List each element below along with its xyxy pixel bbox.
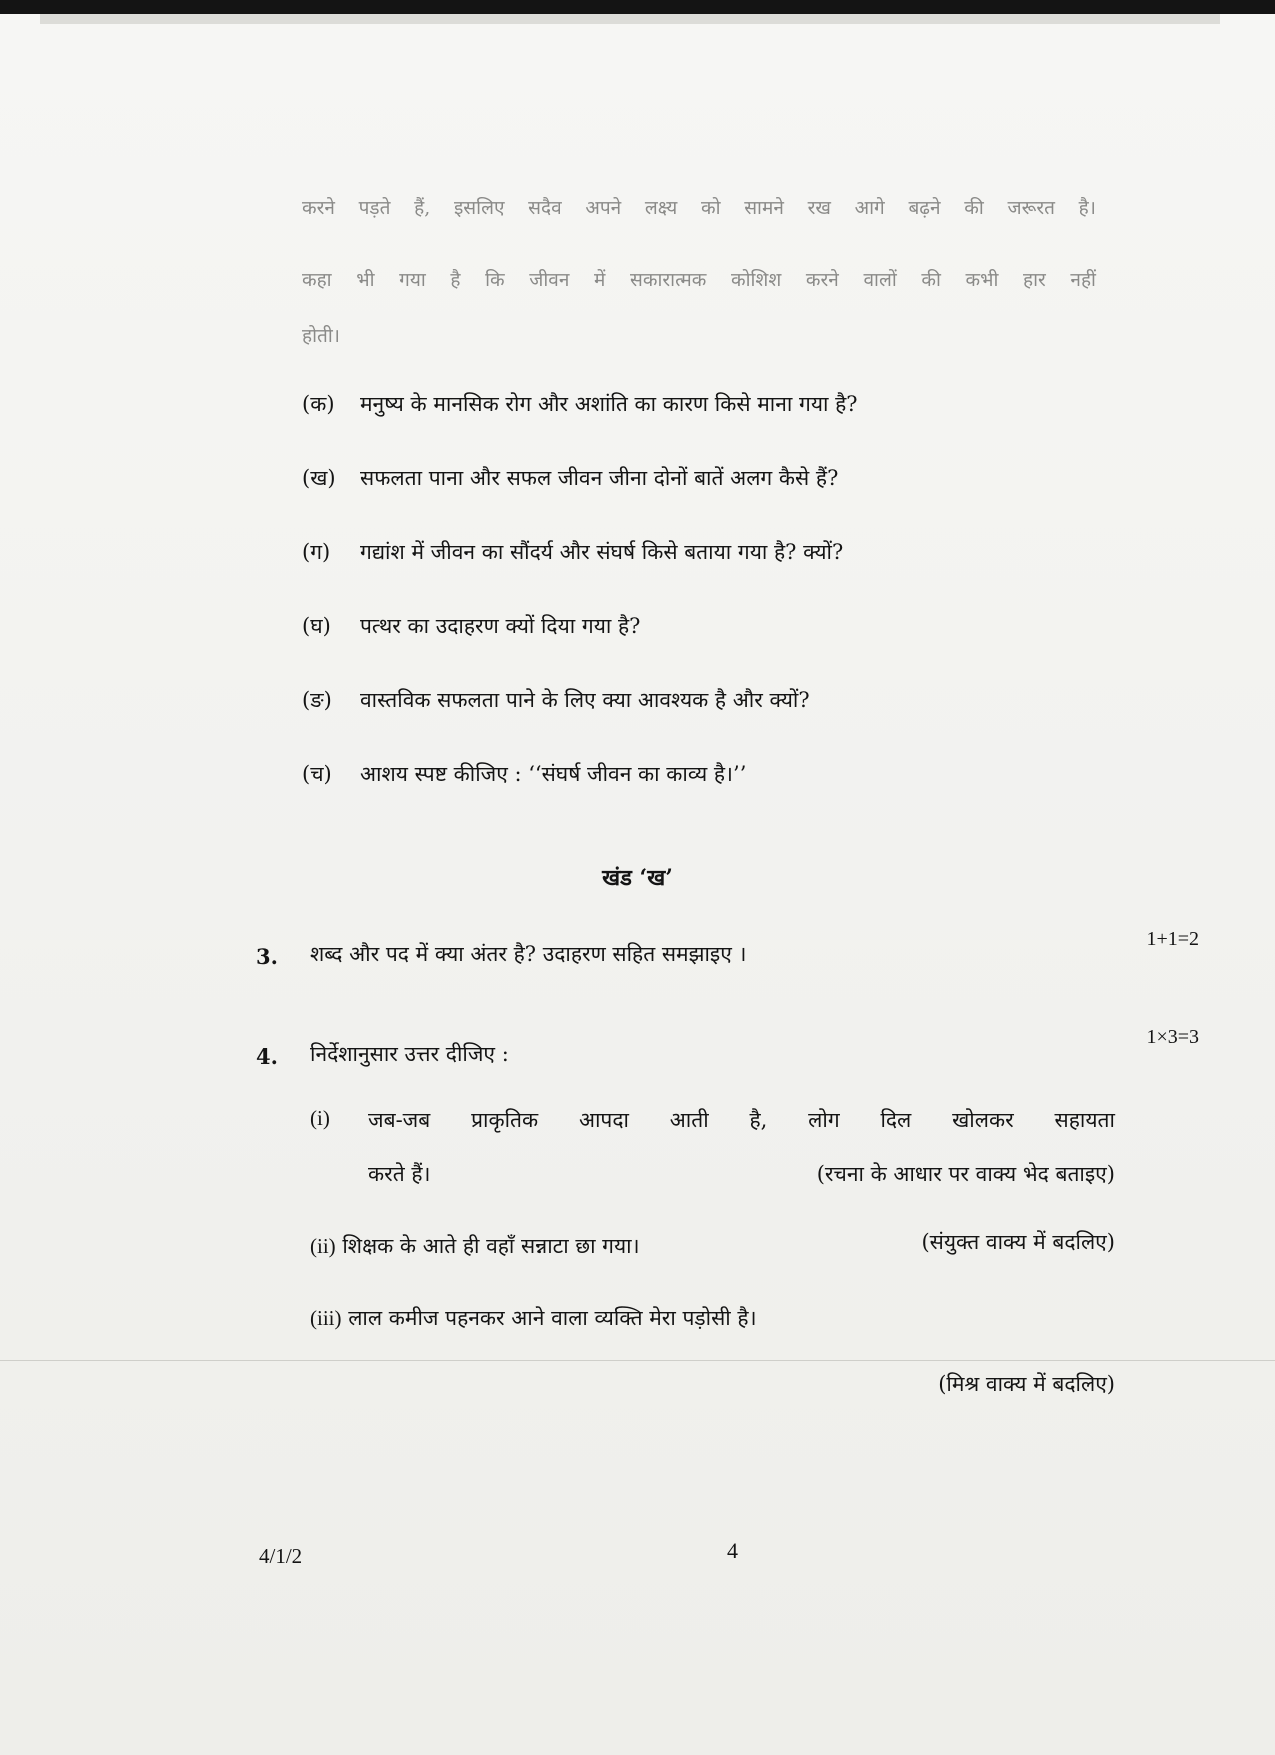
item-i-word: प्राकृतिक (471, 1108, 539, 1132)
paper-code: 4/1/2 (259, 1544, 303, 1568)
item-i-word: खोलकर (952, 1108, 1014, 1132)
passage-question-nga (302, 686, 810, 714)
passage-word: हैं, (414, 197, 431, 219)
question-4-item-i-continuation (368, 1160, 1115, 1188)
question-label: (च) (302, 762, 332, 786)
passage-word: है। (1078, 197, 1096, 219)
passage-word: कि (485, 269, 505, 291)
passage-word: रख (807, 197, 831, 219)
passage-line-2 (302, 266, 1096, 292)
page-number: 4 (727, 1538, 738, 1563)
item-ii-instruction: (संयुक्त वाक्य में बदलिए) (921, 1230, 1115, 1254)
section-heading: खंड ‘ख’ (602, 865, 673, 891)
passage-word: भी (356, 269, 375, 291)
question-label: (ख) (302, 466, 336, 490)
question-text: मनुष्य के मानसिक रोग और अशांति का कारण किसे माना गया है? (360, 392, 858, 416)
passage-word: कभी (965, 269, 999, 291)
passage-question-gha (302, 612, 640, 640)
passage-word: सदैव (528, 197, 562, 219)
item-label: (ii) (310, 1234, 336, 1258)
question-text: आशय स्पष्ट कीजिए : ‘‘संघर्ष जीवन का काव्य है।’’ (360, 762, 747, 786)
passage-word: सकारात्मक (630, 269, 707, 291)
passage-word: होती। (302, 325, 340, 347)
question-4-item-iii (310, 1304, 1115, 1332)
passage-word: गया (399, 269, 426, 291)
item-i-word: आती (669, 1108, 709, 1132)
passage-word: वालों (863, 269, 897, 291)
question-text: वास्तविक सफलता पाने के लिए क्या आवश्यक है और क्यों? (360, 688, 810, 712)
item-i-line-2: करते हैं। (368, 1162, 431, 1186)
passage-question-cha (302, 760, 746, 788)
item-i-word: लोग (808, 1108, 840, 1132)
passage-word: करने (302, 197, 335, 219)
question-label: (ग) (302, 540, 331, 564)
passage-question-ga (302, 538, 843, 566)
passage-word: आगे (854, 197, 885, 219)
question-4-item-i (310, 1106, 1115, 1134)
passage-word: को (700, 197, 721, 219)
passage-word: सामने (744, 197, 784, 219)
item-ii-text: शिक्षक के आते ही वहाँ सन्नाटा छा गया। (342, 1234, 640, 1258)
question-3-text: शब्द और पद में क्या अंतर है? उदाहरण सहित समझाइए । (310, 942, 747, 966)
passage-word: जीवन (529, 269, 570, 291)
passage-word: कोशिश (731, 269, 782, 291)
question-3-number: 3. (256, 944, 278, 969)
passage-word: में (594, 269, 606, 291)
passage-word: अपने (585, 197, 622, 219)
item-iii-text: लाल कमीज पहनकर आने वाला व्यक्ति मेरा पड़ोसी है। (348, 1306, 757, 1330)
passage-word: पड़ते (358, 197, 391, 219)
scan-top-edge (0, 0, 1275, 14)
item-i-word: है, (749, 1108, 768, 1132)
passage-word: की (964, 197, 984, 219)
passage-line-1 (302, 194, 1096, 220)
question-label: (क) (302, 392, 335, 416)
passage-word: लक्ष्य (644, 197, 678, 219)
passage-word: इसलिए (453, 197, 505, 219)
item-i-instruction: (रचना के आधार पर वाक्य भेद बताइए) (816, 1162, 1115, 1186)
passage-question-kha (302, 464, 838, 492)
question-4-marks: 1×3=3 (1146, 1026, 1199, 1048)
passage-word: बढ़ने (908, 197, 941, 219)
question-label: (ङ) (302, 688, 332, 712)
item-label: (iii) (310, 1306, 342, 1330)
passage-word: है (450, 269, 461, 291)
item-i-word: आपदा (578, 1108, 629, 1132)
passage-word: नहीं (1070, 269, 1096, 291)
passage-question-ka (302, 390, 858, 418)
question-4-number: 4. (256, 1044, 278, 1069)
item-i-line-1 (368, 1106, 1115, 1134)
scan-top-shadow (40, 14, 1220, 24)
scan-bleed-line (0, 1360, 1275, 1361)
passage-word: करने (805, 269, 839, 291)
question-text: पत्थर का उदाहरण क्यों दिया गया है? (360, 614, 641, 638)
item-i-word: दिल (880, 1108, 912, 1132)
question-3-marks: 1+1=2 (1146, 928, 1199, 950)
passage-word: की (921, 269, 941, 291)
passage-line-3 (302, 322, 1096, 348)
item-label: (i) (310, 1106, 330, 1130)
item-iii-instruction: (मिश्र वाक्य में बदलिए) (938, 1372, 1115, 1396)
question-text: गद्यांश में जीवन का सौंदर्य और संघर्ष किसे बताया गया है? क्यों? (360, 540, 844, 564)
passage-word: जरूरत (1007, 197, 1055, 219)
item-i-word: सहायता (1054, 1108, 1115, 1132)
item-i-word: जब-जब (368, 1108, 431, 1132)
question-4-text: निर्देशानुसार उत्तर दीजिए : (310, 1042, 509, 1066)
passage-word: हार (1023, 269, 1046, 291)
question-text: सफलता पाना और सफल जीवन जीना दोनों बातें अलग कैसे हैं? (360, 466, 839, 490)
question-label: (घ) (302, 614, 331, 638)
passage-word: कहा (302, 269, 332, 291)
